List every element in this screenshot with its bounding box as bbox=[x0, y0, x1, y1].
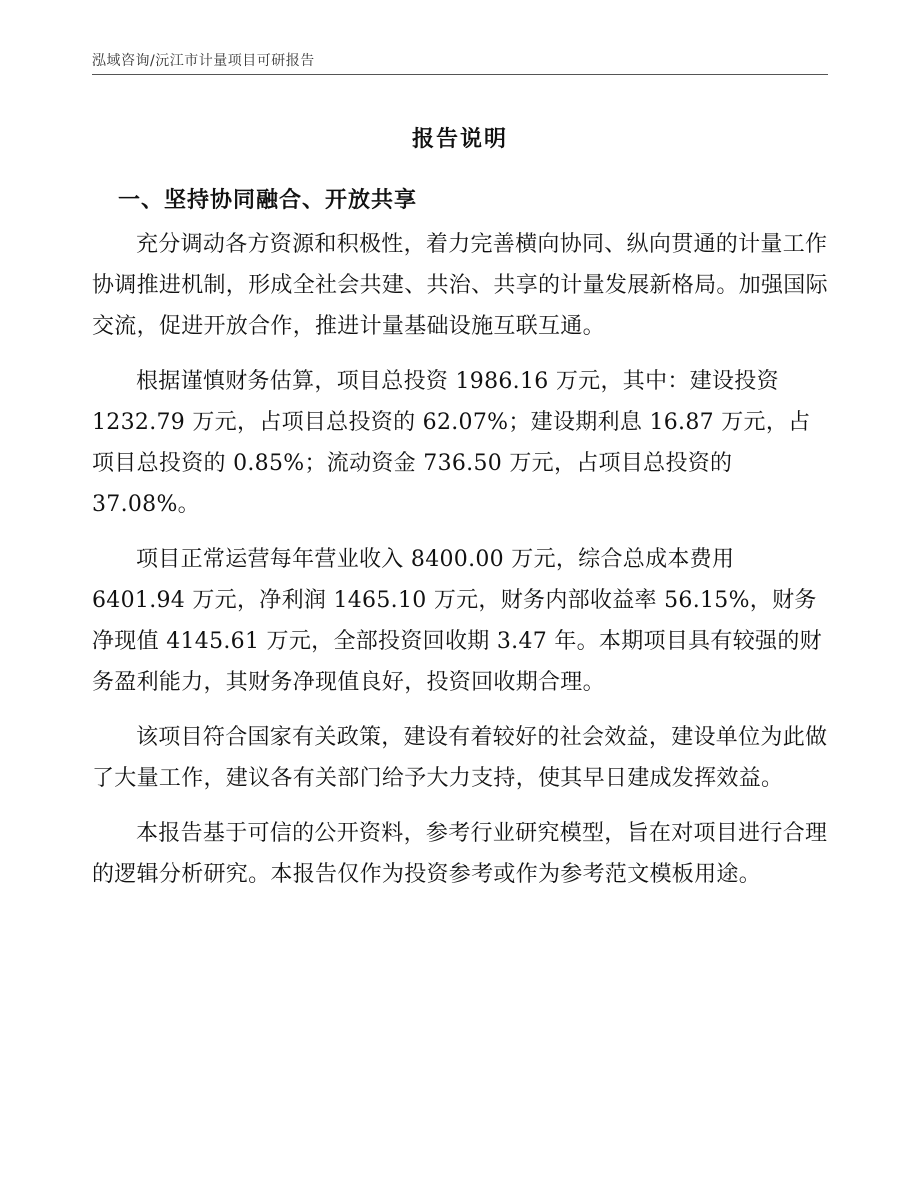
paragraph-financials: 项目正常运营每年营业收入 8400.00 万元，综合总成本费用 6401.94 万元，净利润 1465.10 万元，财务内部收益率 56.15%，财务净现值 4145.61 万元，全部投资回收期 3.47 年。本期项目具有较强的财务盈利能力，其财务净现值良好，投资回收期合理。 bbox=[92, 547, 822, 695]
paragraph-coordination: 充分调动各方资源和积极性，着力完善横向协同、纵向贯通的计量工作协调推进机制，形成全社会共建、共治、共享的计量发展新格局。加强国际交流，促进开放合作，推进计量基础设施互联互通。 bbox=[92, 232, 828, 339]
section-heading: 一、坚持协同融合、开放共享 bbox=[118, 187, 418, 213]
header-divider bbox=[92, 74, 828, 75]
paragraph-investment: 根据谨慎财务估算，项目总投资 1986.16 万元，其中：建设投资 1232.79 万元，占项目总投资的 62.07%；建设期利息 16.87 万元，占项目总投资的 0.85%；流动资金 736.50 万元，占项目总投资的 37.08%。 bbox=[92, 369, 811, 517]
body-text bbox=[92, 224, 828, 909]
paragraph-policy: 该项目符合国家有关政策，建设有着较好的社会效益，建设单位为此做了大量工作，建议各有关部门给予大力支持，使其早日建成发挥效益。 bbox=[92, 725, 828, 791]
page-title: 报告说明 bbox=[411, 126, 508, 152]
running-header: 泓域咨询/沅江市计量项目可研报告 bbox=[92, 53, 315, 69]
paragraph-disclaimer: 本报告基于可信的公开资料，参考行业研究模型，旨在对项目进行合理的逻辑分析研究。本报告仅作为投资参考或作为参考范文模板用途。 bbox=[92, 821, 828, 887]
